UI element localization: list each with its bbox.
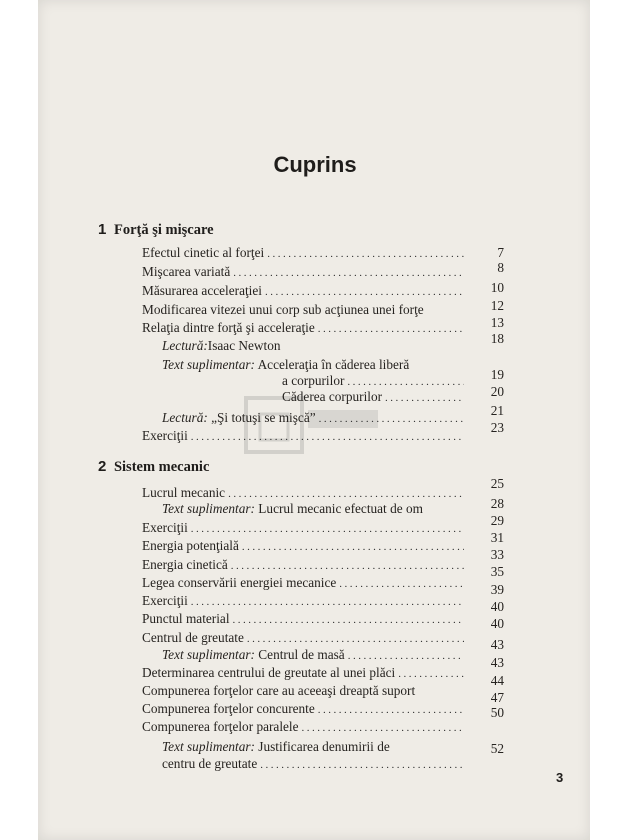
toc-entry-label: Compunerea forţelor concurente	[142, 701, 315, 716]
toc-entry-prefix: Text suplimentar:	[162, 647, 255, 662]
leader-dots	[318, 322, 464, 336]
toc-page-number: 50	[490, 705, 504, 720]
chapter-number: 1	[98, 221, 107, 238]
toc-page-number: 12	[490, 298, 504, 313]
toc-page-number: 43	[490, 637, 504, 652]
toc-page-number: 23	[490, 420, 504, 435]
toc-entry[interactable]	[162, 739, 464, 755]
toc-entry-label: Punctul material	[142, 611, 230, 626]
toc-entry-label: Compunerea forţelor care au aceeaşi dreaptă suport	[142, 683, 416, 698]
toc-entry[interactable]	[142, 719, 464, 735]
leader-dots	[347, 375, 464, 389]
leader-dots	[339, 577, 464, 591]
toc-entry-label: Centrul de masă	[258, 647, 345, 662]
toc-entry[interactable]	[142, 245, 464, 261]
toc-entry-label: Mişcarea variată	[142, 264, 231, 279]
toc-entry-label: Energia cinetică	[142, 557, 228, 572]
toc-entry[interactable]	[142, 557, 464, 573]
leader-dots	[319, 412, 464, 426]
toc-entry[interactable]	[142, 302, 472, 318]
page-title: Cuprins	[273, 152, 357, 177]
leader-dots	[191, 595, 464, 609]
toc-page-number: 8	[497, 260, 504, 275]
toc-entry-label: Legea conservării energiei mecanice	[142, 575, 337, 590]
toc-page-number: 43	[490, 655, 504, 670]
toc-entry-prefix: Text suplimentar:	[162, 357, 255, 372]
toc-entry-label: Compunerea forţelor paralele	[142, 719, 299, 734]
toc-page-number: 33	[490, 547, 504, 562]
toc-entry-prefix: Lectură:	[162, 410, 208, 425]
toc-entry[interactable]	[162, 338, 464, 354]
toc-page-number: 52	[490, 741, 504, 756]
toc-entry[interactable]	[282, 373, 464, 389]
toc-entry[interactable]	[162, 756, 464, 772]
toc-entry[interactable]	[142, 283, 464, 299]
toc-entry[interactable]	[162, 501, 464, 517]
chapter-heading	[98, 221, 214, 239]
toc-page-number: 35	[490, 564, 504, 579]
leader-dots	[260, 758, 464, 772]
toc-entry[interactable]	[142, 630, 464, 646]
toc-entry-label: Măsurarea acceleraţiei	[142, 283, 262, 298]
toc-entry-prefix: Lectură:	[162, 338, 208, 353]
leader-dots	[231, 559, 464, 573]
toc-entry-label: „Şi totuşi se mişcă”	[211, 410, 316, 425]
toc-page-number: 28	[490, 496, 504, 511]
toc-entry[interactable]	[282, 389, 464, 405]
toc-entry[interactable]	[162, 410, 464, 426]
toc-entry-label: Centrul de greutate	[142, 630, 244, 645]
toc-entry-label: Căderea corpurilor	[282, 389, 383, 404]
toc-page-number: 39	[490, 582, 504, 597]
toc-page-number: 10	[490, 280, 504, 295]
toc-page-number: 7	[497, 245, 504, 260]
chapter-title: Forţă şi mişcare	[113, 222, 214, 238]
leader-dots	[233, 613, 464, 627]
toc-entry[interactable]	[142, 575, 464, 591]
leader-dots	[385, 391, 464, 405]
toc-entry-label: Lucrul mecanic	[142, 485, 226, 500]
toc-entry[interactable]	[142, 428, 464, 444]
leader-dots	[318, 703, 464, 717]
toc-entry[interactable]	[142, 320, 464, 336]
toc-entry-label: Exerciţii	[142, 428, 188, 443]
toc-page-number: 21	[490, 403, 504, 418]
toc-entry-label: Determinarea centrului de greutate al unei plăci	[142, 665, 396, 680]
toc-page-number: 18	[490, 331, 504, 346]
toc-entry[interactable]	[142, 593, 464, 609]
toc-entry[interactable]	[142, 485, 464, 501]
toc-page-number: 47	[490, 690, 504, 705]
leader-dots	[348, 649, 464, 663]
toc-page-number: 19	[490, 367, 504, 382]
toc-page-number: 29	[490, 513, 504, 528]
toc-entry[interactable]	[142, 538, 464, 554]
toc-entry-label: Isaac Newton	[207, 338, 281, 353]
toc-entry[interactable]	[162, 647, 464, 663]
toc-page-number: 31	[490, 530, 504, 545]
leader-dots	[265, 285, 464, 299]
toc-entry-label: Efectul cinetic al forţei	[142, 245, 265, 260]
toc-entry-label: Energia potenţială	[142, 538, 239, 553]
toc-entry-prefix: Text suplimentar:	[162, 501, 255, 516]
toc-entry[interactable]	[142, 701, 464, 717]
toc-entry-label: Modificarea vitezei unui corp sub acţiunea unei forţe	[142, 302, 424, 317]
toc-entry-prefix: Text suplimentar:	[162, 739, 255, 754]
toc-page-number: 13	[490, 315, 504, 330]
leader-dots	[247, 632, 464, 646]
leader-dots	[302, 721, 464, 735]
leader-dots	[191, 522, 464, 536]
toc-entry-label: Exerciţii	[142, 520, 188, 535]
toc-entry[interactable]	[142, 611, 464, 627]
toc-page-number: 44	[490, 673, 504, 688]
toc-page-number: 25	[490, 476, 504, 491]
toc-entry[interactable]	[142, 683, 468, 699]
leader-dots	[398, 667, 464, 681]
toc-entry-label: Justificarea denumirii de	[258, 739, 390, 754]
leader-dots	[191, 430, 464, 444]
page-number: 3	[556, 770, 564, 785]
toc-entry-label: Exerciţii	[142, 593, 188, 608]
leader-dots	[228, 487, 464, 501]
chapter-title: Sistem mecanic	[113, 459, 210, 475]
leader-dots	[267, 247, 464, 261]
toc-page-number: 40	[490, 599, 504, 614]
toc-entry[interactable]	[142, 665, 464, 681]
toc-entry-label: Lucrul mecanic efectuat de om	[258, 501, 423, 516]
leader-dots	[242, 540, 464, 554]
toc-entry-label: Acceleraţia în căderea liberă	[257, 357, 410, 372]
toc-entry-label: a corpurilor	[282, 373, 345, 388]
chapter-heading	[98, 458, 209, 476]
leader-dots	[233, 266, 464, 280]
toc-entry-label: centru de greutate	[162, 756, 258, 771]
toc-entry[interactable]	[142, 264, 464, 280]
toc-entry[interactable]	[142, 520, 464, 536]
toc-entry-label: Relaţia dintre forţă şi acceleraţie	[142, 320, 315, 335]
toc-page-number: 20	[490, 384, 504, 399]
chapter-number: 2	[98, 458, 107, 475]
toc-entry[interactable]	[162, 357, 464, 373]
toc-page-number: 40	[490, 616, 504, 631]
